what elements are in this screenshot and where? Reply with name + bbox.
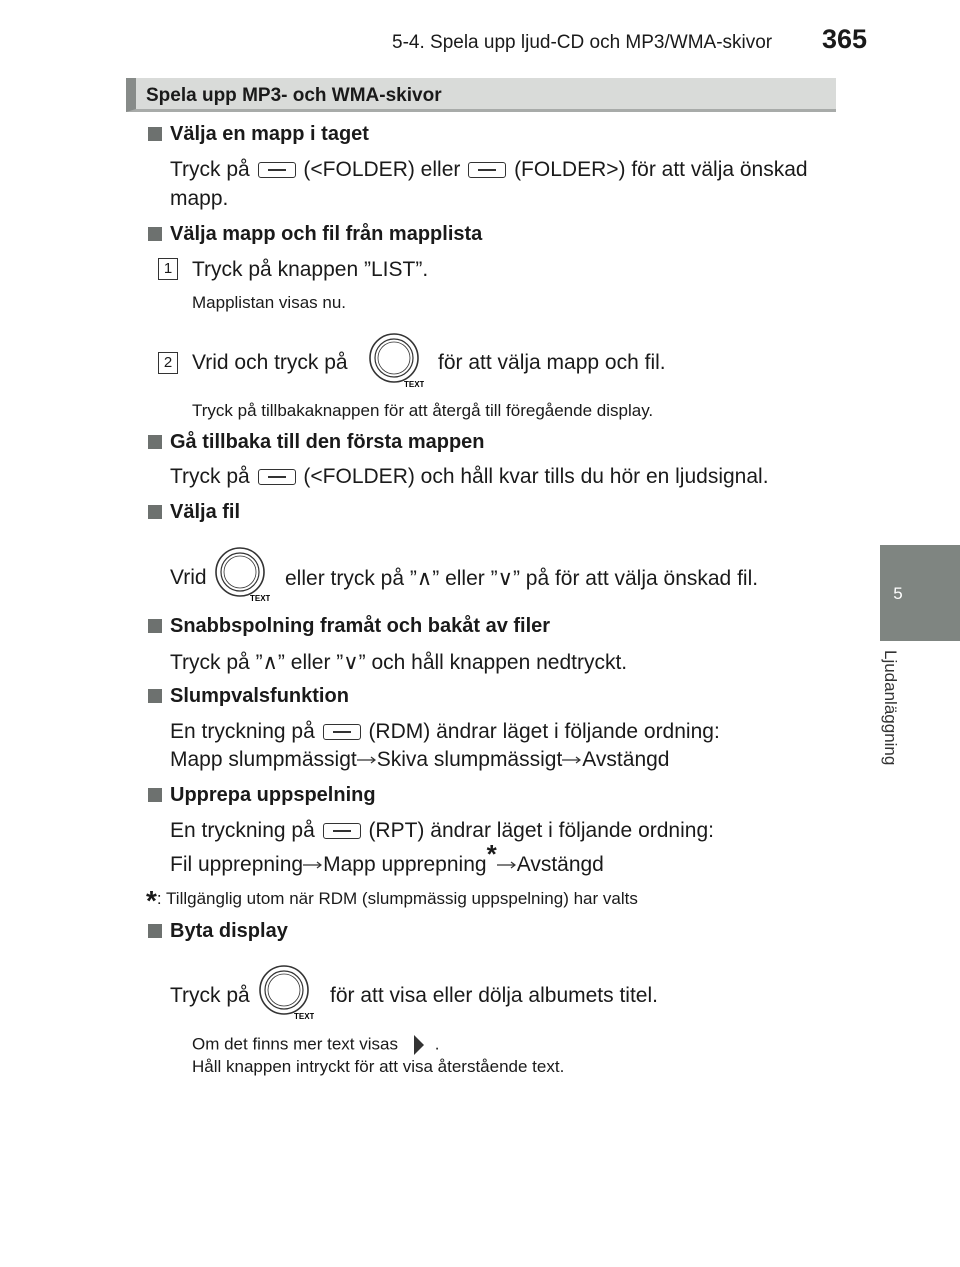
step-text: Vrid och tryck på bbox=[192, 351, 348, 374]
footnote: *: Tillgänglig utom när RDM (slumpmässig uppspelning) har valts bbox=[146, 885, 638, 916]
bullet-square-icon bbox=[148, 505, 162, 519]
rpt-button-icon bbox=[323, 823, 361, 839]
rdm-button-icon bbox=[323, 724, 361, 740]
step-text: för att välja mapp och fil. bbox=[438, 351, 666, 374]
chapter-label: Ljudanläggning bbox=[881, 650, 900, 766]
subheading: Byta display bbox=[170, 920, 288, 942]
bullet-square-icon bbox=[148, 924, 162, 938]
note-text: Håll knappen intryckt för att visa återstående text. bbox=[192, 1057, 565, 1076]
arrow-right-icon bbox=[303, 861, 323, 869]
svg-text:TEXT: TEXT bbox=[294, 1012, 314, 1020]
subheading: Gå tillbaka till den första mappen bbox=[170, 431, 485, 453]
body-line-a: Tryck på bbox=[170, 984, 250, 1007]
note-text: Mapplistan visas nu. bbox=[192, 293, 347, 312]
arrow-right-icon bbox=[562, 756, 582, 764]
page-number: 365 bbox=[822, 24, 868, 54]
subheading: Välja mapp och fil från mapplista bbox=[170, 223, 483, 245]
step-number: 2 bbox=[158, 352, 178, 374]
body-line: En tryckning på (RPT) ändrar läget i följande ordning: bbox=[170, 819, 714, 842]
bullet-square-icon bbox=[148, 127, 162, 141]
subheading: Snabbspolning framåt och bakåt av filer bbox=[170, 615, 551, 637]
sequence-line: Mapp slumpmässigt Skiva slumpmässigt Avstängd bbox=[170, 748, 670, 771]
subheading: Välja en mapp i taget bbox=[170, 123, 369, 145]
section-title: Spela upp MP3- och WMA-skivor bbox=[146, 85, 442, 106]
body-line: En tryckning på (RDM) ändrar läget i följande ordning: bbox=[170, 720, 720, 743]
bullet-square-icon bbox=[148, 435, 162, 449]
sequence-line: Fil upprepning Mapp upprepning* Avstängd bbox=[170, 839, 604, 876]
running-header-section: 5-4. Spela upp ljud-CD och MP3/WMA-skivor bbox=[392, 32, 773, 53]
chapter-number: 5 bbox=[893, 584, 903, 603]
body-line-b: för att visa eller dölja albumets titel. bbox=[330, 984, 658, 1007]
svg-text:TEXT: TEXT bbox=[404, 380, 424, 388]
body-line: mapp. bbox=[170, 187, 229, 210]
text-knob-icon bbox=[214, 546, 270, 602]
step-text: Tryck på knappen ”LIST”. bbox=[192, 258, 429, 281]
folder-prev-button-icon bbox=[258, 469, 296, 485]
arrow-right-icon bbox=[357, 756, 377, 764]
subheading: Välja fil bbox=[170, 501, 241, 523]
text-knob-icon bbox=[368, 332, 424, 388]
step-number: 1 bbox=[158, 258, 178, 280]
bullet-square-icon bbox=[148, 619, 162, 633]
body-line-a: Vrid bbox=[170, 566, 207, 589]
body-line: Tryck på ”∧” eller ”∨” och håll knappen nedtryckt. bbox=[170, 651, 628, 674]
section-heading-bar bbox=[126, 78, 836, 112]
subheading: Slumpvalsfunktion bbox=[170, 685, 349, 707]
folder-prev-button-icon bbox=[258, 162, 296, 178]
text-knob-icon bbox=[258, 964, 314, 1020]
arrow-right-icon bbox=[497, 861, 517, 869]
note-text: Tryck på tillbakaknappen för att återgå till föregående display. bbox=[192, 401, 654, 420]
subheading: Upprepa uppspelning bbox=[170, 784, 376, 806]
body-line: Tryck på (<FOLDER) eller (FOLDER>) för att välja önskad bbox=[170, 158, 808, 181]
folder-next-button-icon bbox=[468, 162, 506, 178]
note-text: Om det finns mer text visas . bbox=[192, 1033, 439, 1057]
svg-text:TEXT: TEXT bbox=[250, 594, 270, 602]
bullet-square-icon bbox=[148, 227, 162, 241]
body-line-b: eller tryck på ”∧” eller ”∨” på för att välja önskad fil. bbox=[285, 567, 759, 590]
bullet-square-icon bbox=[148, 689, 162, 703]
more-text-arrow-icon bbox=[411, 1033, 427, 1057]
bullet-square-icon bbox=[148, 788, 162, 802]
body-line: Tryck på (<FOLDER) och håll kvar tills du hör en ljudsignal. bbox=[170, 465, 769, 488]
